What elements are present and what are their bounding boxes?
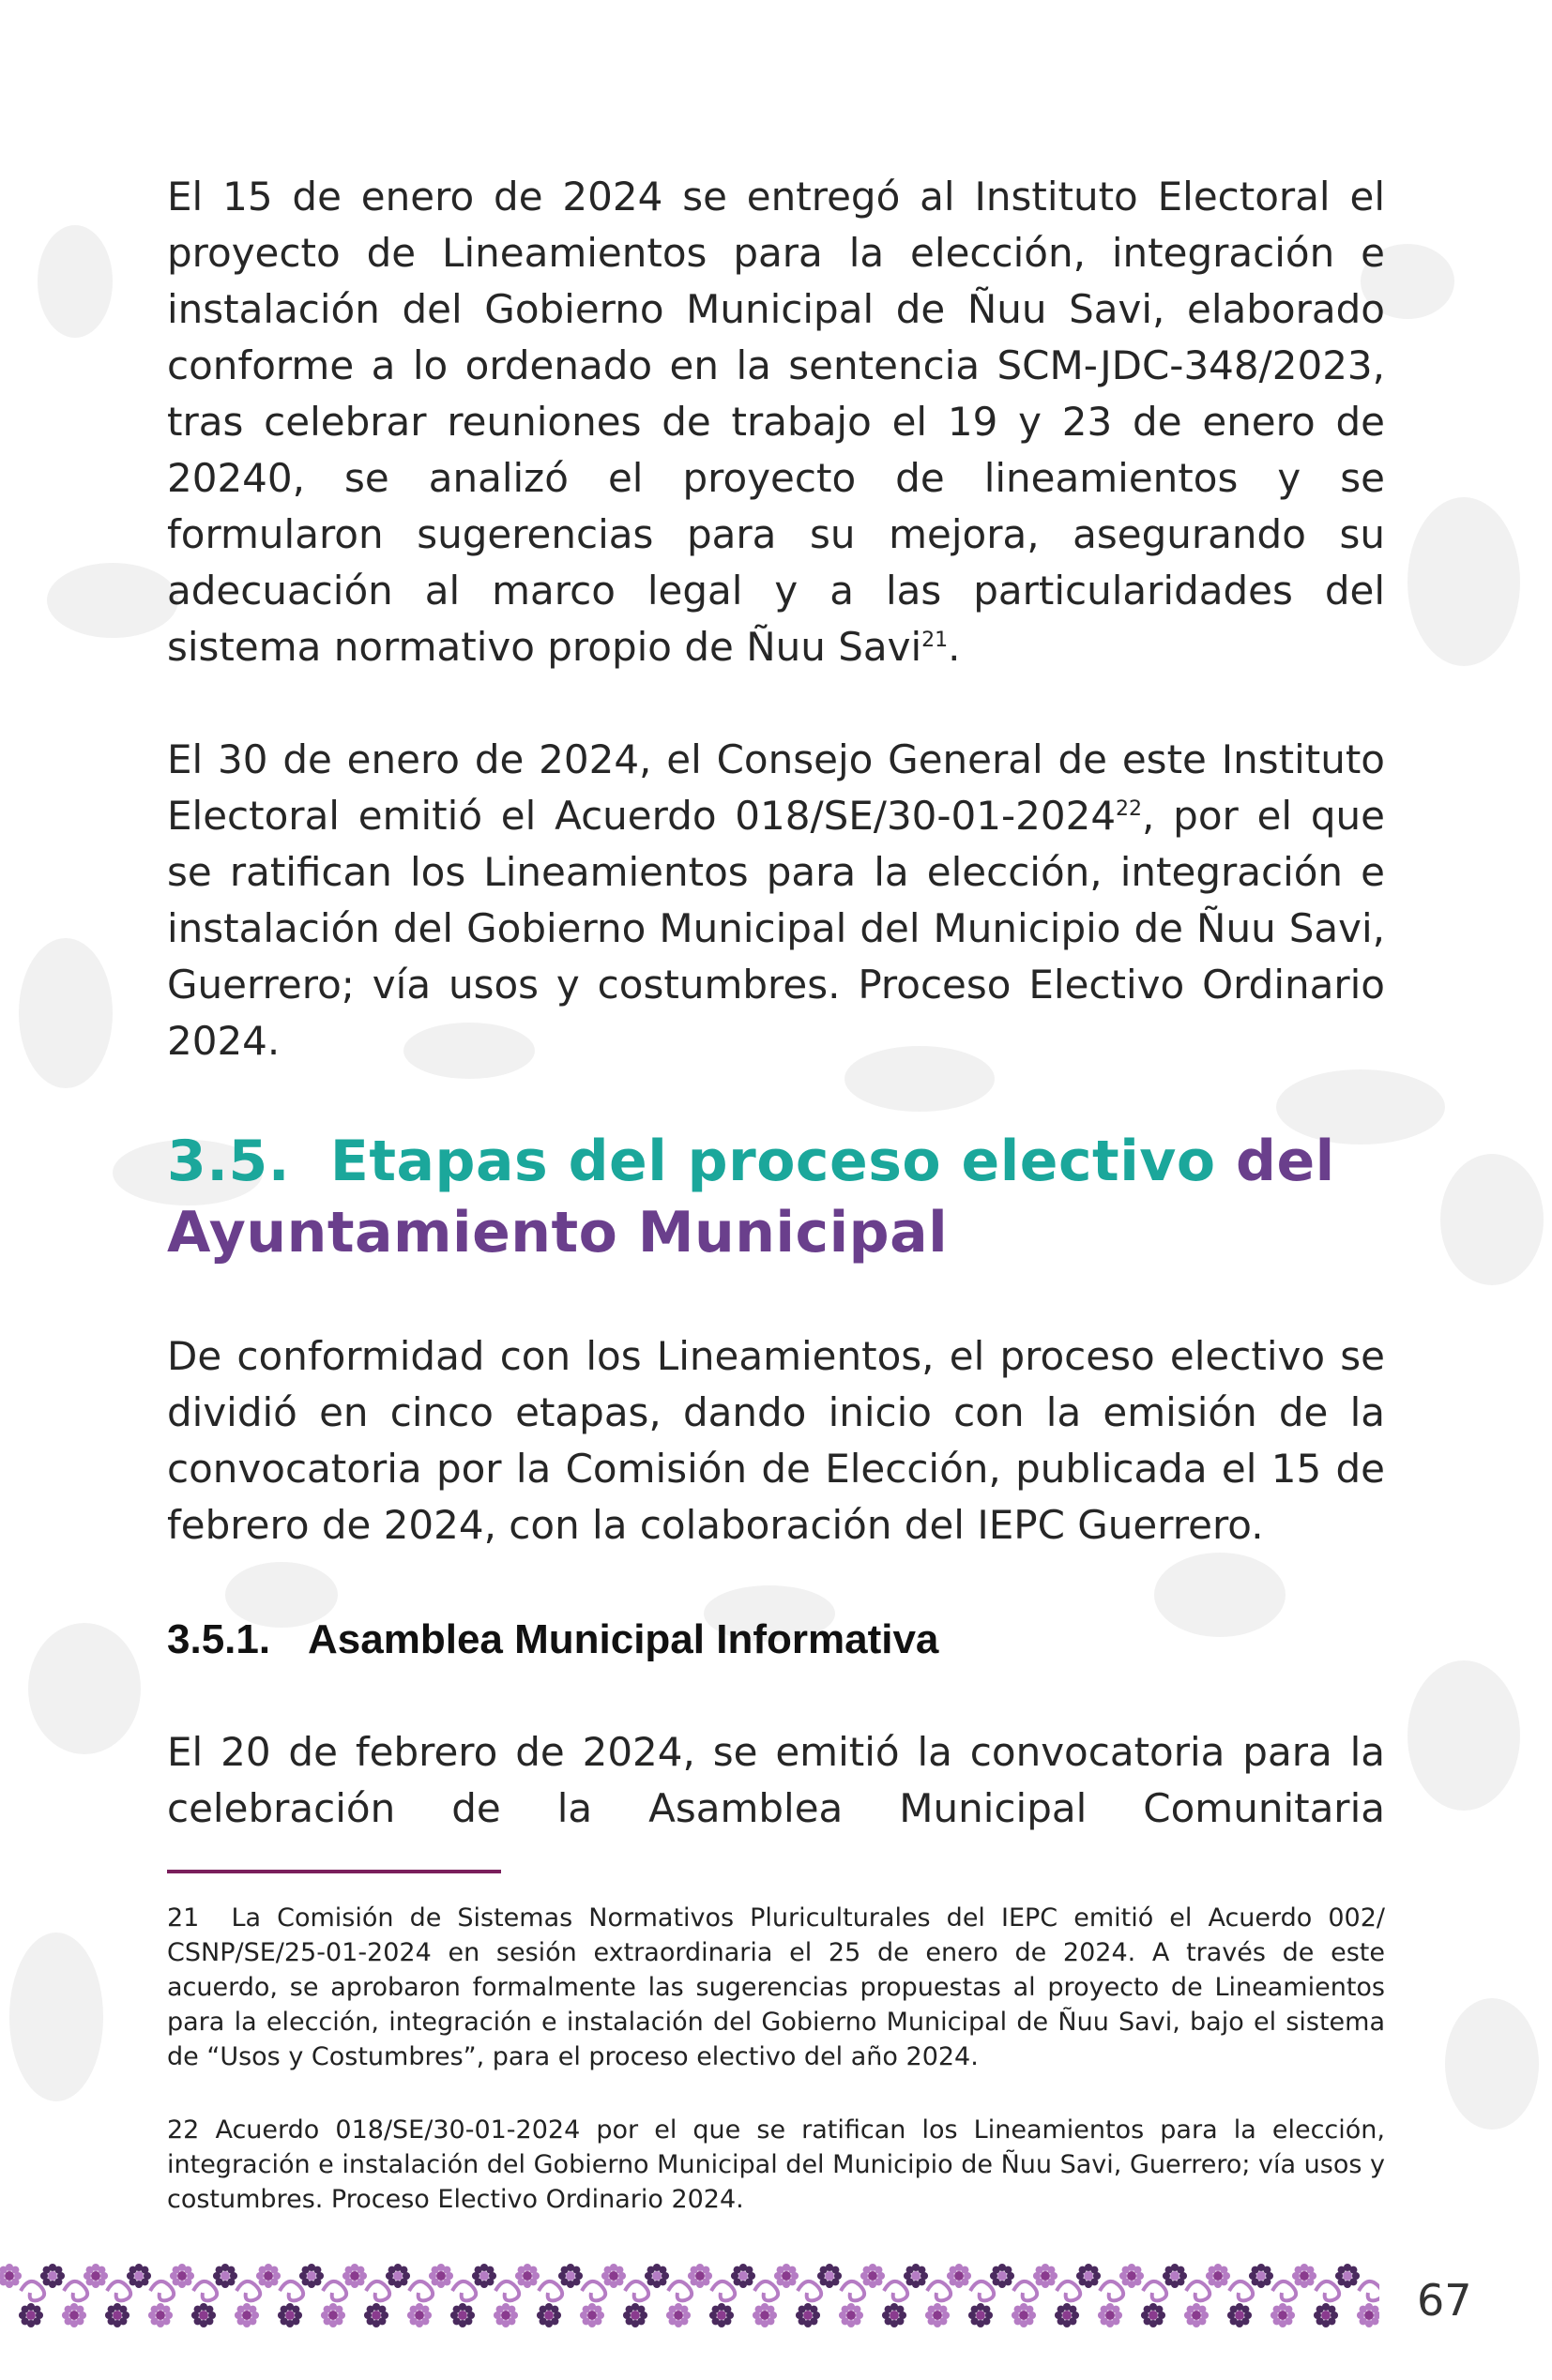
border-flower-icon — [1033, 2264, 1057, 2288]
border-flower-icon — [84, 2264, 108, 2288]
border-flower-icon — [1098, 2303, 1122, 2327]
border-scroll-icon — [409, 2281, 433, 2300]
border-flower-icon — [688, 2264, 712, 2288]
border-flower-icon — [709, 2303, 734, 2327]
border-scroll-icon — [323, 2281, 346, 2300]
border-scroll-icon — [539, 2281, 562, 2300]
border-flower-icon — [882, 2303, 906, 2327]
border-flower-icon — [666, 2303, 691, 2327]
section-title-teal: Etapas del proceso electivo — [329, 1129, 1216, 1194]
border-flower-icon — [1076, 2264, 1101, 2288]
footnote-number: 21 — [167, 1903, 200, 1933]
footnote-21 — [167, 1901, 1385, 2074]
footnote-text: Acuerdo 018/SE/30-01-2024 por el que se ratifican los Lineamientos para la elección, integración e instalación del Gobierno Municipal del Municipio de Ñuu Savi, Guerrero; vía usos y costumbres. Proceso Electivo Ordinario 2024. — [167, 2115, 1385, 2214]
border-flower-icon — [601, 2264, 626, 2288]
paragraph-3: De conformidad con los Lineamientos, el proceso electivo se dividió en cinco etapas, dando inicio con la emisión de la convocatoria por la Comisión de Elección, publicada el 15 de febrero de 2024, con la colaboración del IEPC Guerrero. — [167, 1333, 1385, 1548]
border-flower-icon — [925, 2303, 950, 2327]
border-flower-icon — [796, 2303, 820, 2327]
subsection-number: 3.5.1. — [167, 1616, 271, 1662]
paragraph-4: El 20 de febrero de 2024, se emitió la convocatoria para la celebración de la Asamblea Municipal Comunitaria — [167, 1729, 1385, 1831]
border-flower-icon — [0, 2264, 22, 2288]
section-title-purple: del Ayuntamiento Municipal — [167, 1129, 1335, 1266]
border-flower-icon — [558, 2264, 583, 2288]
footnote-number: 22 — [167, 2115, 200, 2145]
border-flower-icon — [170, 2264, 194, 2288]
paragraph-1-tail: . — [948, 624, 961, 670]
border-flower-icon — [407, 2303, 432, 2327]
border-flower-icon — [40, 2264, 65, 2288]
border-flower-icon — [623, 2303, 647, 2327]
border-flower-icon — [1249, 2264, 1273, 2288]
border-scroll-icon — [841, 2281, 864, 2300]
footnote-ref-21[interactable]: 21 — [921, 629, 949, 652]
border-scroll-icon — [1272, 2281, 1296, 2300]
border-flower-icon — [731, 2264, 755, 2288]
border-flower-icon — [213, 2264, 237, 2288]
border-scroll-icon — [1100, 2281, 1123, 2300]
border-scroll-icon — [1316, 2281, 1339, 2300]
border-scroll-icon — [64, 2281, 87, 2300]
border-scroll-icon — [1013, 2281, 1037, 2300]
border-flower-icon — [1271, 2303, 1295, 2327]
border-scroll-icon — [495, 2281, 519, 2300]
border-flower-icon — [342, 2264, 367, 2288]
border-flower-icon — [1055, 2303, 1079, 2327]
border-flower-icon — [472, 2264, 496, 2288]
border-flower-icon — [1119, 2264, 1144, 2288]
section-number: 3.5. — [167, 1129, 291, 1194]
border-flower-icon — [774, 2264, 799, 2288]
border-flower-icon — [537, 2303, 561, 2327]
footnote-ref-22[interactable]: 22 — [1116, 797, 1143, 821]
border-flower-icon — [235, 2303, 259, 2327]
border-flower-icon — [968, 2303, 993, 2327]
border-flower-icon — [321, 2303, 345, 2327]
footnote-text: La Comisión de Sistemas Normativos Pluriculturales del IEPC emitió el Acuerdo 002/ CSNP/SE/25-01-2024 en sesión extraordinaria el 25 de enero de 2024. A través de este acuerdo, se aprobaron formalmente las sugerencias propuestas al proyecto de Lineamientos para la elección, integración e instalación del Gobierno Municipal de Ñuu Savi, bajo el sistema de “Usos y Costumbres”, para el proceso electivo del año 2024. — [167, 1903, 1386, 2071]
border-flower-icon — [127, 2264, 151, 2288]
border-scroll-icon — [798, 2281, 821, 2300]
border-flower-icon — [19, 2303, 43, 2327]
border-flower-icon — [191, 2303, 216, 2327]
border-scroll-icon — [625, 2281, 648, 2300]
section-heading-3-5 — [167, 1126, 1406, 1268]
border-flower-icon — [494, 2303, 518, 2327]
border-flower-icon — [1314, 2303, 1338, 2327]
decorative-border — [0, 2253, 1379, 2338]
border-flower-icon — [990, 2264, 1014, 2288]
border-scroll-icon — [1057, 2281, 1080, 2300]
border-scroll-icon — [711, 2281, 735, 2300]
border-scroll-icon — [754, 2281, 778, 2300]
border-scroll-icon — [970, 2281, 994, 2300]
border-flower-icon — [148, 2303, 173, 2327]
border-flower-icon — [1184, 2303, 1209, 2327]
border-flower-icon — [1357, 2303, 1379, 2327]
border-flower-icon — [515, 2264, 540, 2288]
paragraph-2 — [167, 732, 1385, 1069]
paragraph-1 — [167, 169, 1385, 675]
border-flower-icon — [947, 2264, 971, 2288]
subsection-heading-3-5-1 — [167, 1612, 938, 1668]
border-flower-icon — [450, 2303, 475, 2327]
border-flower-icon — [1292, 2264, 1316, 2288]
border-scroll-icon — [21, 2281, 44, 2300]
paragraph-2-tail: , por el que se ratifican los Lineamientos para la elección, integración e instalación del Gobierno Municipal del Municipio de Ñuu Savi, Guerrero; vía usos y costumbres. Proceso Electivo Ordinario 2024. — [167, 793, 1385, 1064]
border-flower-icon — [645, 2264, 669, 2288]
subsection-title: Asamblea Municipal Informativa — [308, 1616, 939, 1662]
border-scroll-icon — [1359, 2281, 1379, 2300]
border-flower-icon — [1163, 2264, 1187, 2288]
border-flower-icon — [105, 2303, 129, 2327]
border-flower-icon — [817, 2264, 842, 2288]
border-scroll-icon — [193, 2281, 217, 2300]
border-flower-icon — [860, 2264, 885, 2288]
border-scroll-icon — [150, 2281, 174, 2300]
footnote-22 — [167, 2113, 1385, 2217]
border-flower-icon — [1335, 2264, 1360, 2288]
paragraph-2-text: El 30 de enero de 2024, el Consejo General de este Instituto Electoral emitió el Acuerdo 018/SE/30-01-2024 — [167, 736, 1385, 839]
border-flower-icon — [1012, 2303, 1036, 2327]
border-flower-icon — [904, 2264, 928, 2288]
border-scroll-icon — [452, 2281, 476, 2300]
page-number: 67 — [1417, 2275, 1472, 2326]
border-flower-icon — [429, 2264, 453, 2288]
footnote-divider — [167, 1870, 501, 1873]
border-scroll-icon — [1229, 2281, 1253, 2300]
border-flower-icon — [753, 2303, 777, 2327]
border-flower-icon — [364, 2303, 388, 2327]
border-flower-icon — [1227, 2303, 1252, 2327]
border-scroll-icon — [236, 2281, 260, 2300]
border-scroll-icon — [582, 2281, 605, 2300]
border-flower-icon — [580, 2303, 604, 2327]
paragraph-1-text: El 15 de enero de 2024 se entregó al Instituto Electoral el proyecto de Lineamientos para la elección, integración e instalación del Gobierno Municipal de Ñuu Savi, elaborado conforme a lo ordenado en la sentencia SCM-JDC-348/2023, tras celebrar reuniones de trabajo el 19 y 23 de enero de 20240, se analizó el proyecto de lineamientos y se formularon sugerencias para su mejora, asegurando su adecuación al marco legal y a las particularidades del sistema normativo propio de Ñuu Savi — [167, 174, 1385, 670]
border-scroll-icon — [668, 2281, 692, 2300]
border-flower-icon — [839, 2303, 863, 2327]
border-flower-icon — [62, 2303, 86, 2327]
border-scroll-icon — [107, 2281, 130, 2300]
border-scroll-icon — [884, 2281, 907, 2300]
border-flower-icon — [278, 2303, 302, 2327]
border-scroll-icon — [1143, 2281, 1166, 2300]
border-scroll-icon — [280, 2281, 303, 2300]
border-scroll-icon — [927, 2281, 951, 2300]
border-flower-icon — [1206, 2264, 1230, 2288]
border-flower-icon — [256, 2264, 281, 2288]
border-flower-icon — [386, 2264, 410, 2288]
border-flower-icon — [299, 2264, 324, 2288]
border-flower-icon — [1141, 2303, 1165, 2327]
border-scroll-icon — [1186, 2281, 1210, 2300]
border-scroll-icon — [366, 2281, 389, 2300]
